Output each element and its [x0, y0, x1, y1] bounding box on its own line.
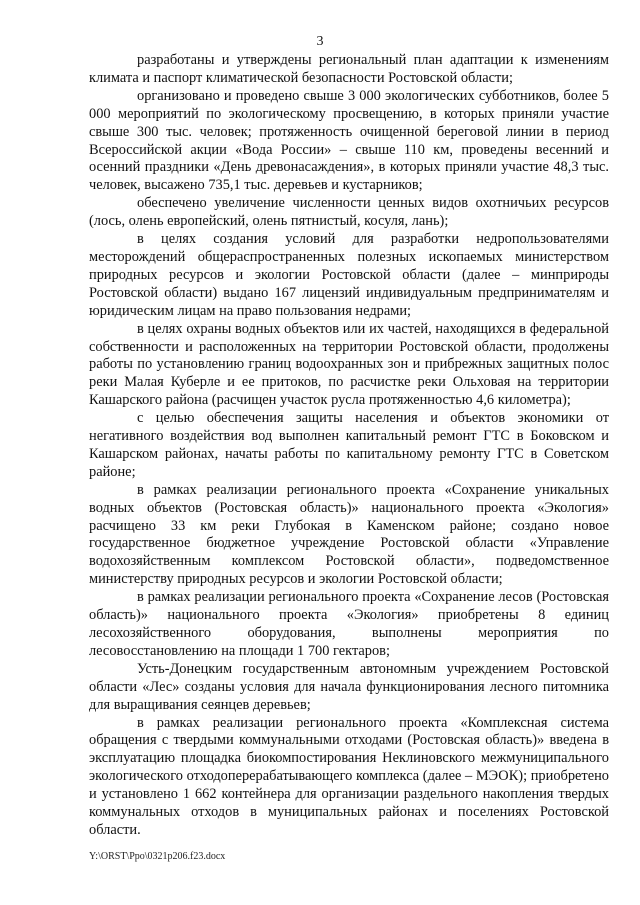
paragraph: в целях охраны водных объектов или их частей, находящихся в федеральной собственности и расположенных на территории Ростовской области, продолжены работы по установлению границ водоохранных зон и прибрежных защитных полос реки Малая Куберле и ее притоков, по расчистке реки Ольховая на территории Кашарского района (расчищен участок русла протяженностью 4,6 километра); — [89, 320, 609, 409]
paragraph: в рамках реализации регионального проекта «Сохранение уникальных водных объектов (Ростовская область)» национального проекта «Экология» расчищено 33 км реки Глубокая в Каменском районе; создано новое государственное бюджетное учреждение Ростовской области «Управление водохозяйственным комплексом Ростовской области», подведомственное министерству природных ресурсов и экологии Ростовской области; — [89, 481, 609, 588]
page-number: 3 — [316, 34, 324, 49]
paragraph: в рамках реализации регионального проекта «Комплексная система обращения с твердыми коммунальными отходами (Ростовская область)» введена в эксплуатацию площадка биокомпостирования Неклиновского межмуниципального экологического отходоперерабатывающего комплекса (далее – МЭОК); приобретено и установлено 1 662 контейнера для организации раздельного накопления твердых коммунальных отходов в муниципальных районах и поселениях Ростовской области. — [89, 714, 609, 838]
paragraph: организовано и проведено свыше 3 000 экологических субботников, более 5 000 мероприятий по экологическому просвещению, в которых приняли участие свыше 300 тыс. человек; протяженность очищенной береговой линии в период Всероссийской акции «Вода России» – свыше 110 км, проведены весенний и осенний праздники «День древонасаждения», в которых приняли участие 48,3 тыс. человек, высажено 735,1 тыс. деревьев и кустарников; — [89, 87, 609, 194]
paragraph: в рамках реализации регионального проекта «Сохранение лесов (Ростовская область)» национального проекта «Экология» приобретены 8 единиц лесохозяйственного оборудования, выполнены мероприятия по лесовосстановлению на площади 1 700 гектаров; — [89, 589, 609, 659]
paragraph: обеспечено увеличение численности ценных видов охотничьих ресурсов (лось, олень европейский, олень пятнистый, косуля, лань); — [89, 195, 609, 230]
paragraph: с целью обеспечения защиты населения и объектов экономики от негативного воздействия вод выполнен капитальный ремонт ГТС в Боковском и Кашарском районах, начаты работы по капитальному ремонту ГТС в Советском районе; — [89, 410, 609, 480]
paragraph: разработаны и утверждены региональный план адаптации к изменениям климата и паспорт климатической безопасности Ростовской области; — [89, 52, 609, 86]
paragraph: Усть-Донецким государственным автономным учреждением Ростовской области «Лес» созданы условия для начала функционирования лесного питомника для выращивания сеянцев деревьев; — [89, 660, 609, 713]
file-path-footer: Y:\ORST\Ppo\0321p206.f23.docx — [89, 851, 226, 862]
paragraph: в целях создания условий для разработки недропользователями месторождений общераспространенных полезных ископаемых министерством природных ресурсов и экологии Ростовской области (далее – минприроды Ростовской области) выдано 167 лицензий индивидуальным предпринимателям и юридическим лицам на право пользования недрами; — [89, 231, 609, 319]
body-text — [89, 52, 609, 840]
